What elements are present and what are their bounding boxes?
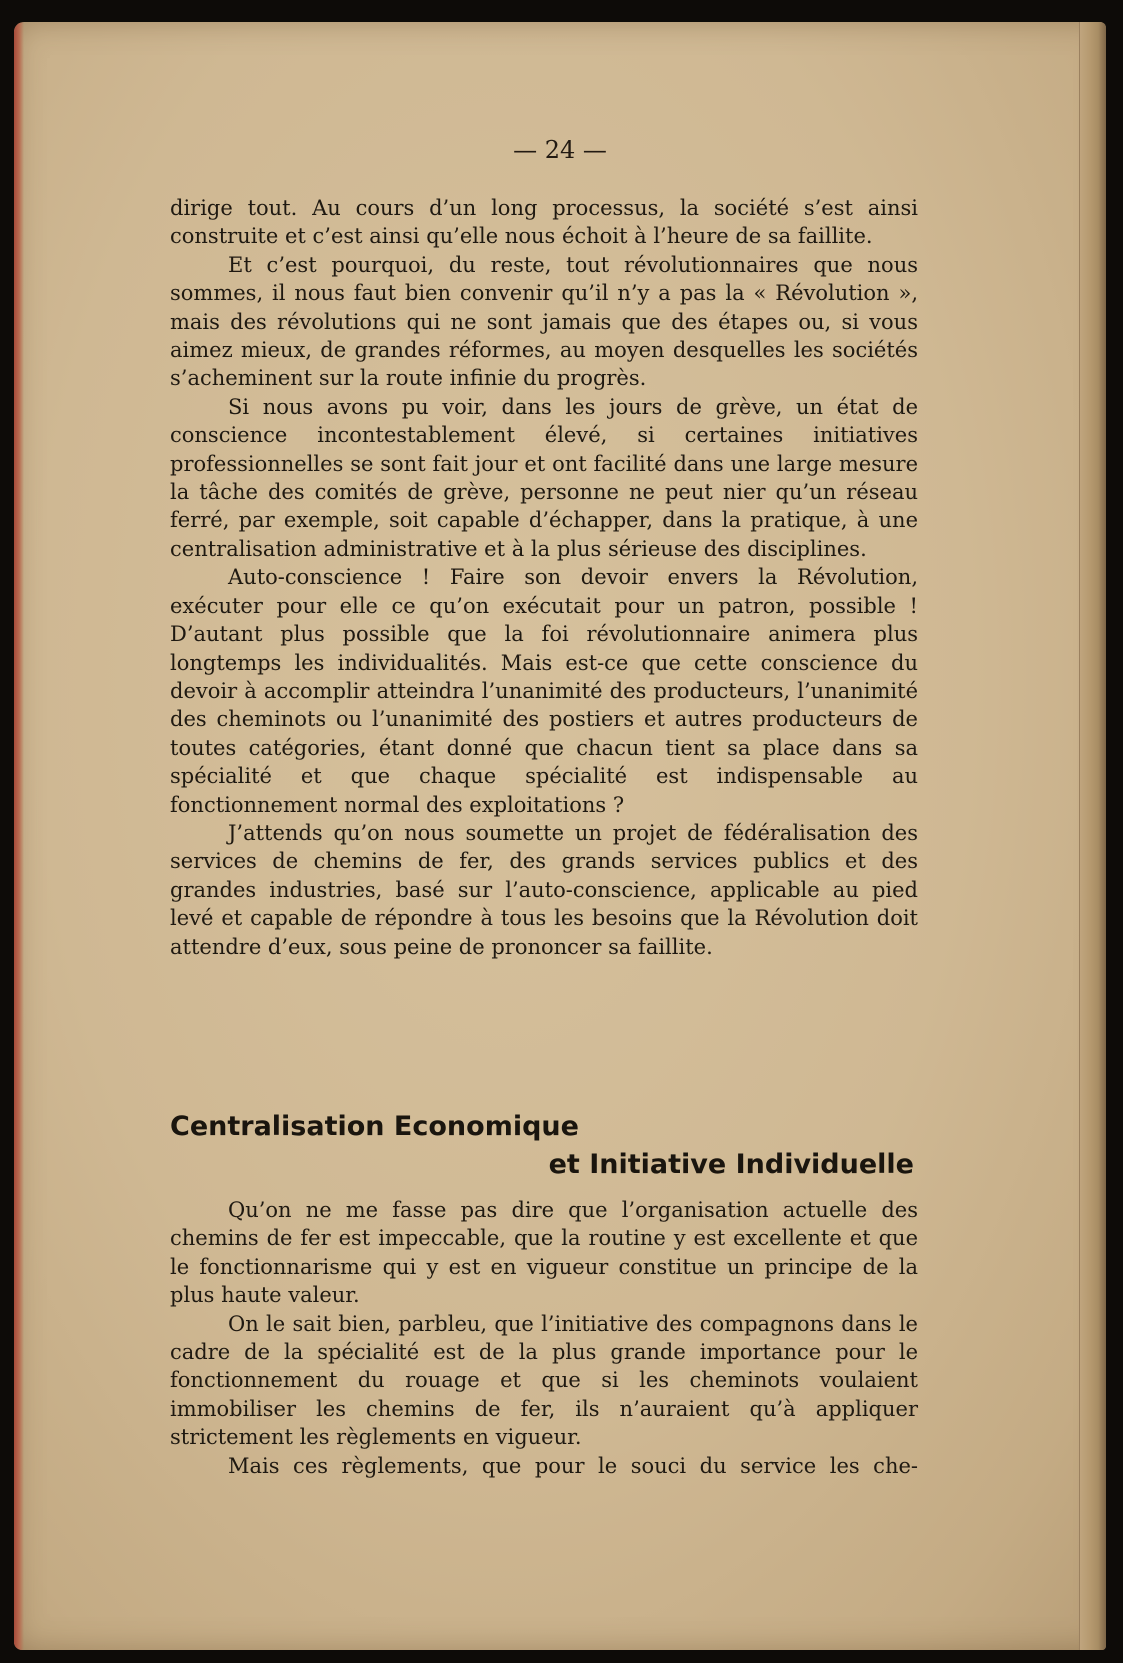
section-heading	[170, 1108, 918, 1184]
page-left-edge	[14, 22, 24, 1650]
page-right-edge	[1079, 22, 1106, 1650]
paragraph: Si nous avons pu voir, dans les jours de grève, un état de conscience incontestablement élevé, si certaines initiatives professionnelles se sont fait jour et ont facilité dans une large mesure la tâche des comités de grève, personne ne peut nier qu’un réseau ferré, par exemple, soit capable d’échapper, dans la pratique, à une centralisation administrative et à la plus sérieuse des disciplines.	[170, 394, 918, 561]
paragraph: dirige tout. Au cours d’un long processus, la société s’est ainsi construite et c’est ainsi qu’elle nous échoit à l’heure de sa faillite.	[170, 196, 918, 249]
body-text-bottom	[170, 1196, 918, 1480]
paragraph: Auto-conscience ! Faire son devoir envers la Révolution, exécuter pour elle ce qu’on exécutait pour un patron, possible ! D’autant plus possible que la foi révolutionnaire animera plus longtemps les individualités. Mais est-ce que cette conscience du devoir à accomplir atteindra l’unanimité des producteurs, l’unanimité des cheminots ou l’unanimité des postiers et autres producteurs de toutes catégories, étant donné que chacun tient sa place dans sa spécialité et que chaque spécialité est indispensable au fonctionnement normal des exploitations ?	[170, 565, 918, 817]
paragraph: Qu’on ne me fasse pas dire que l’organisation actuelle des chemins de fer est impeccable, que la routine y est excellente et que le fonctionnarisme qui y est en vigueur constitue un principe de la plus haute valeur.	[170, 1198, 918, 1308]
paragraph: On le sait bien, parbleu, que l’initiative des compagnons dans le cadre de la spécialité est de la plus grande importance pour le fonctionnement du rouage et que si les cheminots voulaient immobiliser les chemins de fer, ils n’auraient qu’à appliquer strictement les règlements en vigueur.	[170, 1311, 918, 1450]
body-text-top	[170, 194, 918, 961]
page-number: — 24 —	[513, 136, 607, 164]
book-page	[14, 22, 1106, 1650]
section-heading-line-2: et Initiative Individuelle	[548, 1149, 914, 1180]
paragraph: Et c’est pourquoi, du reste, tout révolutionnaires que nous sommes, il nous faut bien convenir qu’il n’y a pas la « Révolution », mais des révolutions qui ne sont jamais que des étapes ou, si vous aimez mieux, de grandes réformes, au moyen desquelles les sociétés s’acheminent sur la route infinie du progrès.	[170, 252, 918, 391]
paragraph: Mais ces règlements, que pour le souci du service les che-	[228, 1453, 918, 1478]
section-heading-line-1: Centralisation Economique	[170, 1111, 579, 1142]
paragraph: J’attends qu’on nous soumette un projet de fédéralisation des services de chemins de fer, des grands services publics et des grandes industries, basé sur l’auto-conscience, applicable au pied levé et capable de répondre à tous les besoins que la Révolution doit attendre d’eux, sous peine de prononcer sa faillite.	[170, 820, 918, 959]
